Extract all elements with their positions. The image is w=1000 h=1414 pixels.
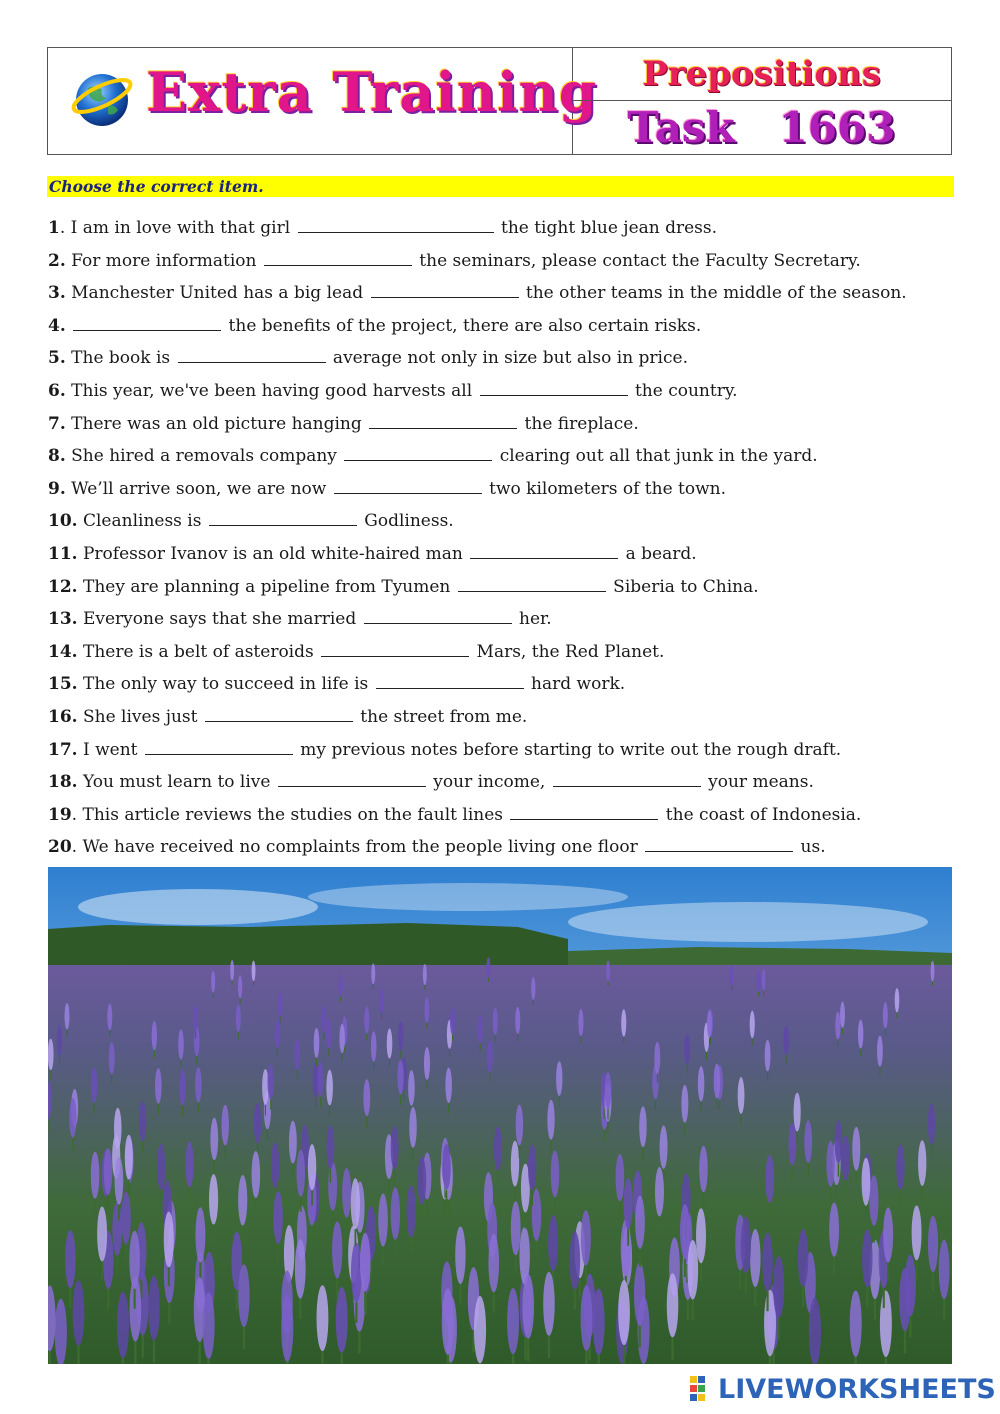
- question-number: 2.: [48, 250, 66, 271]
- question-text-after: hard work.: [525, 674, 626, 695]
- question-text-after: the fireplace.: [519, 413, 639, 434]
- question-text-after: the other teams in the middle of the season.: [520, 283, 907, 304]
- question-text-after: the country.: [629, 380, 738, 401]
- question-text-before: There is a belt of asteroids: [77, 641, 320, 662]
- question-separator: .: [59, 218, 66, 238]
- question-text-before: [66, 316, 71, 336]
- answer-blank[interactable]: [178, 348, 326, 363]
- answer-blank[interactable]: [645, 837, 793, 852]
- question-text-before: She lives just: [77, 706, 203, 727]
- question-text-before: We have received no complaints from the people living one floor: [77, 837, 644, 858]
- question-item: [48, 542, 958, 575]
- question-number: 10.: [48, 511, 78, 532]
- question-item: [48, 346, 958, 379]
- question-separator: .: [71, 804, 78, 825]
- answer-blank[interactable]: [278, 772, 426, 787]
- answer-blank[interactable]: [205, 707, 353, 722]
- question-text-before: Manchester United has a big lead: [65, 283, 369, 304]
- question-text-before: I went: [77, 739, 143, 760]
- question-text-after: the tight blue jean dress.: [495, 218, 718, 238]
- question-text-after: the seminars, please contact the Faculty Secretary.: [413, 250, 861, 271]
- topic-cell: [572, 48, 951, 101]
- answer-blank[interactable]: [298, 218, 494, 233]
- question-item: [48, 770, 958, 803]
- question-text-before: Professor Ivanov is an old white-haired man: [77, 543, 469, 564]
- question-item: [48, 575, 958, 608]
- question-text-after: my previous notes before starting to write out the rough draft.: [294, 739, 842, 760]
- answer-blank[interactable]: [344, 446, 492, 461]
- answer-blank[interactable]: [510, 805, 658, 820]
- question-text-before: We’ll arrive soon, we are now: [65, 478, 332, 499]
- question-text-before: This year, we've been having good harvests all: [65, 380, 478, 401]
- question-text-after: the benefits of the project, there are also certain risks.: [223, 315, 702, 336]
- answer-blank[interactable]: [334, 479, 482, 494]
- answer-blank[interactable]: [145, 740, 293, 755]
- task-cell: [572, 100, 951, 154]
- answer-blank[interactable]: [470, 544, 618, 559]
- question-text-after: Mars, the Red Planet.: [471, 641, 665, 662]
- question-text-before: She hired a removals company: [65, 446, 343, 467]
- question-text-after: clearing out all that junk in the yard.: [494, 446, 818, 467]
- answer-blank[interactable]: [73, 316, 221, 331]
- question-text-before: They are planning a pipeline from Tyumen: [77, 576, 456, 597]
- globe-icon: [70, 66, 134, 130]
- answer-blank[interactable]: [321, 642, 469, 657]
- question-item: [48, 672, 958, 705]
- question-item: [48, 640, 958, 673]
- question-text-after: us.: [795, 837, 826, 858]
- question-text-before: Cleanliness is: [77, 511, 207, 532]
- question-item: [48, 607, 958, 640]
- question-number: 14.: [48, 641, 78, 662]
- question-text-after: your means.: [702, 772, 814, 793]
- question-number: 12.: [48, 576, 78, 597]
- lupine-field-photo: [48, 867, 952, 1364]
- question-number: 13.: [48, 609, 78, 630]
- question-number: 7.: [48, 413, 66, 434]
- question-number: 16.: [48, 706, 78, 727]
- question-text-after: the coast of Indonesia.: [660, 804, 862, 825]
- question-item: [48, 705, 958, 738]
- question-item: [48, 835, 958, 868]
- answer-blank[interactable]: [264, 251, 412, 266]
- answer-blank[interactable]: [364, 609, 512, 624]
- question-text-before: This article reviews the studies on the fault lines: [77, 804, 509, 825]
- liveworksheets-brand[interactable]: [690, 1372, 996, 1406]
- question-number: 18.: [48, 772, 78, 793]
- liveworksheets-logo-icon: [690, 1376, 714, 1402]
- question-item: [48, 444, 958, 477]
- question-item: [48, 249, 958, 282]
- question-text-after: a beard.: [620, 543, 697, 564]
- question-number: 17.: [48, 739, 78, 760]
- question-number: 4.: [48, 315, 66, 336]
- question-text-middle: your income,: [427, 772, 551, 793]
- answer-blank[interactable]: [480, 381, 628, 396]
- question-number: 11.: [48, 543, 78, 564]
- question-number: 1: [48, 218, 60, 238]
- header-brand-cell: [48, 48, 598, 154]
- question-text-after: two kilometers of the town.: [483, 478, 727, 499]
- answer-blank[interactable]: [458, 577, 606, 592]
- question-item: [48, 412, 958, 445]
- question-item: [48, 314, 958, 347]
- question-item: [48, 379, 958, 412]
- question-item: [48, 216, 958, 249]
- question-text-before: You must learn to live: [77, 772, 276, 793]
- question-number: 5.: [48, 348, 66, 369]
- answer-blank[interactable]: [376, 674, 524, 689]
- question-text-before: The only way to succeed in life is: [77, 674, 374, 695]
- question-text-after: Siberia to China.: [607, 576, 759, 597]
- answer-blank[interactable]: [553, 772, 701, 787]
- worksheet-header: [47, 47, 952, 155]
- brand-title: Extra Training: [146, 60, 598, 124]
- liveworksheets-text: LIVEWORKSHEETS: [718, 1373, 996, 1405]
- question-text-after: her.: [513, 609, 552, 630]
- question-number: 15.: [48, 674, 78, 695]
- question-number: 6.: [48, 380, 66, 401]
- answer-blank[interactable]: [371, 283, 519, 298]
- question-text-after: average not only in size but also in price.: [327, 348, 688, 369]
- task-number: Task 1663: [627, 102, 896, 152]
- instruction-bar: Choose the correct item.: [47, 176, 954, 197]
- answer-blank[interactable]: [209, 511, 357, 526]
- question-text-before: I am in love with that girl: [65, 218, 296, 238]
- question-list: [48, 216, 958, 868]
- question-item: [48, 738, 958, 771]
- question-text-after: the street from me.: [354, 706, 528, 727]
- question-text-before: Everyone says that she married: [77, 609, 362, 630]
- answer-blank[interactable]: [369, 414, 517, 429]
- question-number: 3.: [48, 283, 66, 304]
- question-text-before: There was an old picture hanging: [65, 413, 368, 434]
- question-text-before: The book is: [65, 348, 176, 369]
- question-item: [48, 509, 958, 542]
- question-item: [48, 477, 958, 510]
- question-text-after: Godliness.: [358, 511, 454, 532]
- question-number: 19: [48, 804, 72, 825]
- topic-title: Prepositions: [642, 54, 881, 94]
- question-separator: .: [71, 837, 78, 858]
- question-number: 20: [48, 837, 72, 858]
- question-number: 9.: [48, 478, 66, 499]
- question-item: [48, 803, 958, 836]
- question-text-before: For more information: [65, 250, 262, 271]
- question-number: 8.: [48, 446, 66, 467]
- question-item: [48, 281, 958, 314]
